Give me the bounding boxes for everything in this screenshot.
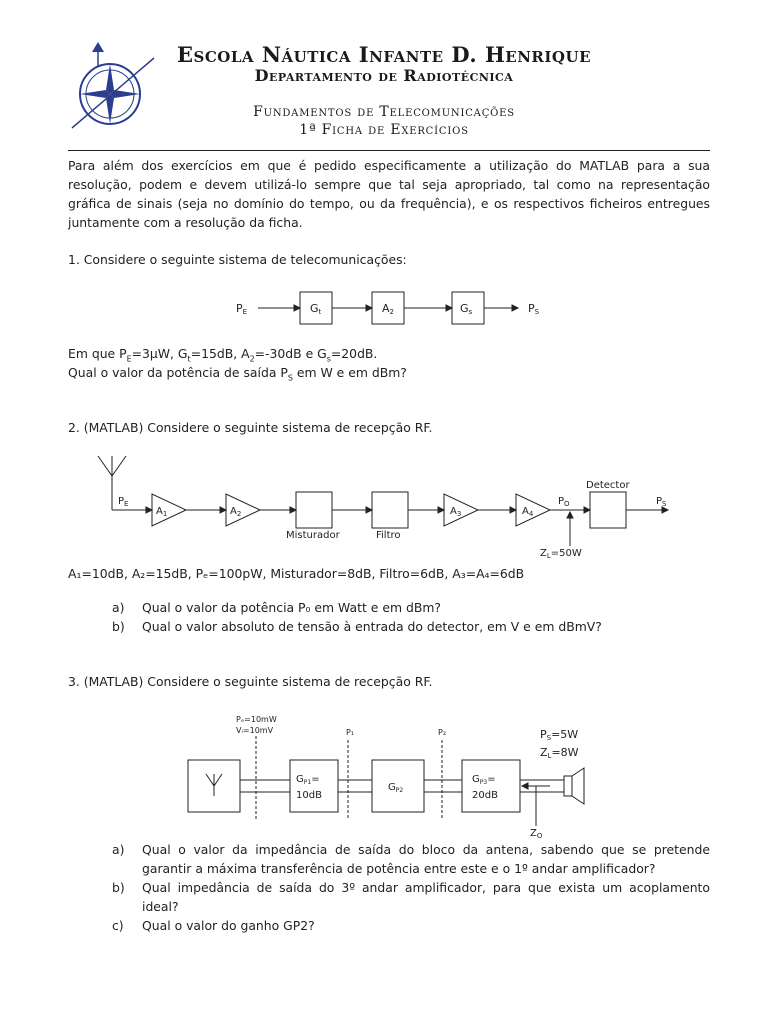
svg-text:Gs: Gs <box>460 302 473 316</box>
sheet-title: 1ª Ficha de Exercícios <box>299 122 469 138</box>
svg-text:A4: $A_4$ <box>522 506 534 518</box>
ex3-p2-label: P₂ <box>438 728 447 737</box>
antenna-icon <box>206 774 222 796</box>
ex3-zo-label: $Z_O$ <box>530 828 543 840</box>
ex3-zl-note: ZL=8W <box>540 746 579 760</box>
course-name: Fundamentos de Telecomunicações <box>253 104 515 120</box>
ex2-ps-label: $P_S$ <box>656 496 667 508</box>
ex1-input-label: PE <box>236 302 248 316</box>
ex2-title: 2. (MATLAB) Considere o seguinte sistema de recepção RF. <box>68 420 433 435</box>
svg-text:Gt: Gt <box>310 302 322 316</box>
ex3-title: 3. (MATLAB) Considere o seguinte sistema de recepção RF. <box>68 674 433 689</box>
ex3-gp1-block <box>290 760 338 812</box>
ex1-output-label: PS <box>528 302 540 316</box>
ex3-gp3-block <box>462 760 520 812</box>
ex3-questions <box>112 840 710 935</box>
ex3-block-diagram <box>180 710 600 840</box>
ex3-ps-note: PS=5W <box>540 728 579 742</box>
ex2-questions <box>112 598 710 636</box>
ex2-mixer-label: Misturador <box>286 530 340 541</box>
ex1-question: Qual o valor da potência de saída $P_S$ em W e em dBm? <box>68 365 407 383</box>
ex3-vi-note: Vᵢ=10mV <box>236 726 274 735</box>
ex3-question-a: a) Qual o valor da impedância de saída do bloco da antena, sabendo que se pretende garantir a máxima transferência de potência entre este e o 1º andar amplificador? <box>112 842 710 876</box>
ex2-mixer-block <box>296 492 332 528</box>
ex3-question-b: b) Qual impedância de saída do 3º andar amplificador, para que exista um acoplamento ideal? <box>112 880 710 914</box>
ex2-filter-block <box>372 492 408 528</box>
svg-text:10dB: 10dB <box>296 790 322 801</box>
ex2-params: A₁=10dB, A₂=15dB, Pₑ=100pW, Misturador=8dB, Filtro=6dB, A₃=A₄=6dB <box>68 566 525 581</box>
ex3-pe-note: Pₑ=10mW <box>236 715 277 724</box>
ex2-zl-label: $Z_L=50W$ <box>540 548 582 560</box>
svg-text:A1: $A_1$ <box>156 506 168 518</box>
ex2-pe-label: $P_E$ <box>118 496 129 508</box>
svg-text:GP3=: $G_{P3}=$ <box>472 774 496 786</box>
ex2-question-b: b) Qual o valor absoluto de tensão à entrada do detector, em V e em dBmV? <box>112 619 602 634</box>
svg-text:20dB: 20dB <box>472 790 498 801</box>
ex1-givens: Em que $P_E=3\mu W$, $G_t=15dB$, $A_2=-30dB$ e $G_s=20dB$. <box>68 346 378 364</box>
svg-text:A2: $A_2$ <box>230 506 242 518</box>
header-divider <box>68 150 710 151</box>
svg-text:A3: $A_3$ <box>450 506 462 518</box>
intro-paragraph: Para além dos exercícios em que é pedido especificamente a utilização do MATLAB para a sua resolução, podem e devem utilizá-lo sempre que tal seja apropriado, tal como na representação gráfica de sinais (seja no domínio do tempo, ou da frequência), e os respectivos ficheiros entregues juntamente com a resolução da ficha. <box>68 158 710 230</box>
ex3-p1-label: P₁ <box>346 728 355 737</box>
svg-text:GP2: $G_{P2}$ <box>388 782 404 794</box>
ex3-question-c: c) Qual o valor do ganho GP2? <box>112 918 315 933</box>
ex2-question-a: a) Qual o valor da potência P₀ em Watt e em dBm? <box>112 600 441 615</box>
ex1-block-diagram <box>230 284 550 328</box>
ex2-block-diagram <box>90 450 690 570</box>
department-name: Departamento de Radiotécnica <box>254 66 514 85</box>
speaker-icon <box>564 768 584 804</box>
ex1-title: 1. Considere o seguinte sistema de telecomunicações: <box>68 252 407 267</box>
ex2-po-label: $P_O$ <box>558 496 570 508</box>
ex2-detector-block <box>590 492 626 528</box>
ex2-detector-label: Detector <box>586 480 630 491</box>
svg-text:GP1=: $G_{P1}=$ <box>296 774 320 786</box>
svg-text:A2: A2 <box>382 302 394 316</box>
school-name: Escola Náutica Infante D. Henrique <box>176 42 591 67</box>
ex2-filter-label: Filtro <box>376 530 401 541</box>
ex3-gp2-block <box>372 760 424 812</box>
